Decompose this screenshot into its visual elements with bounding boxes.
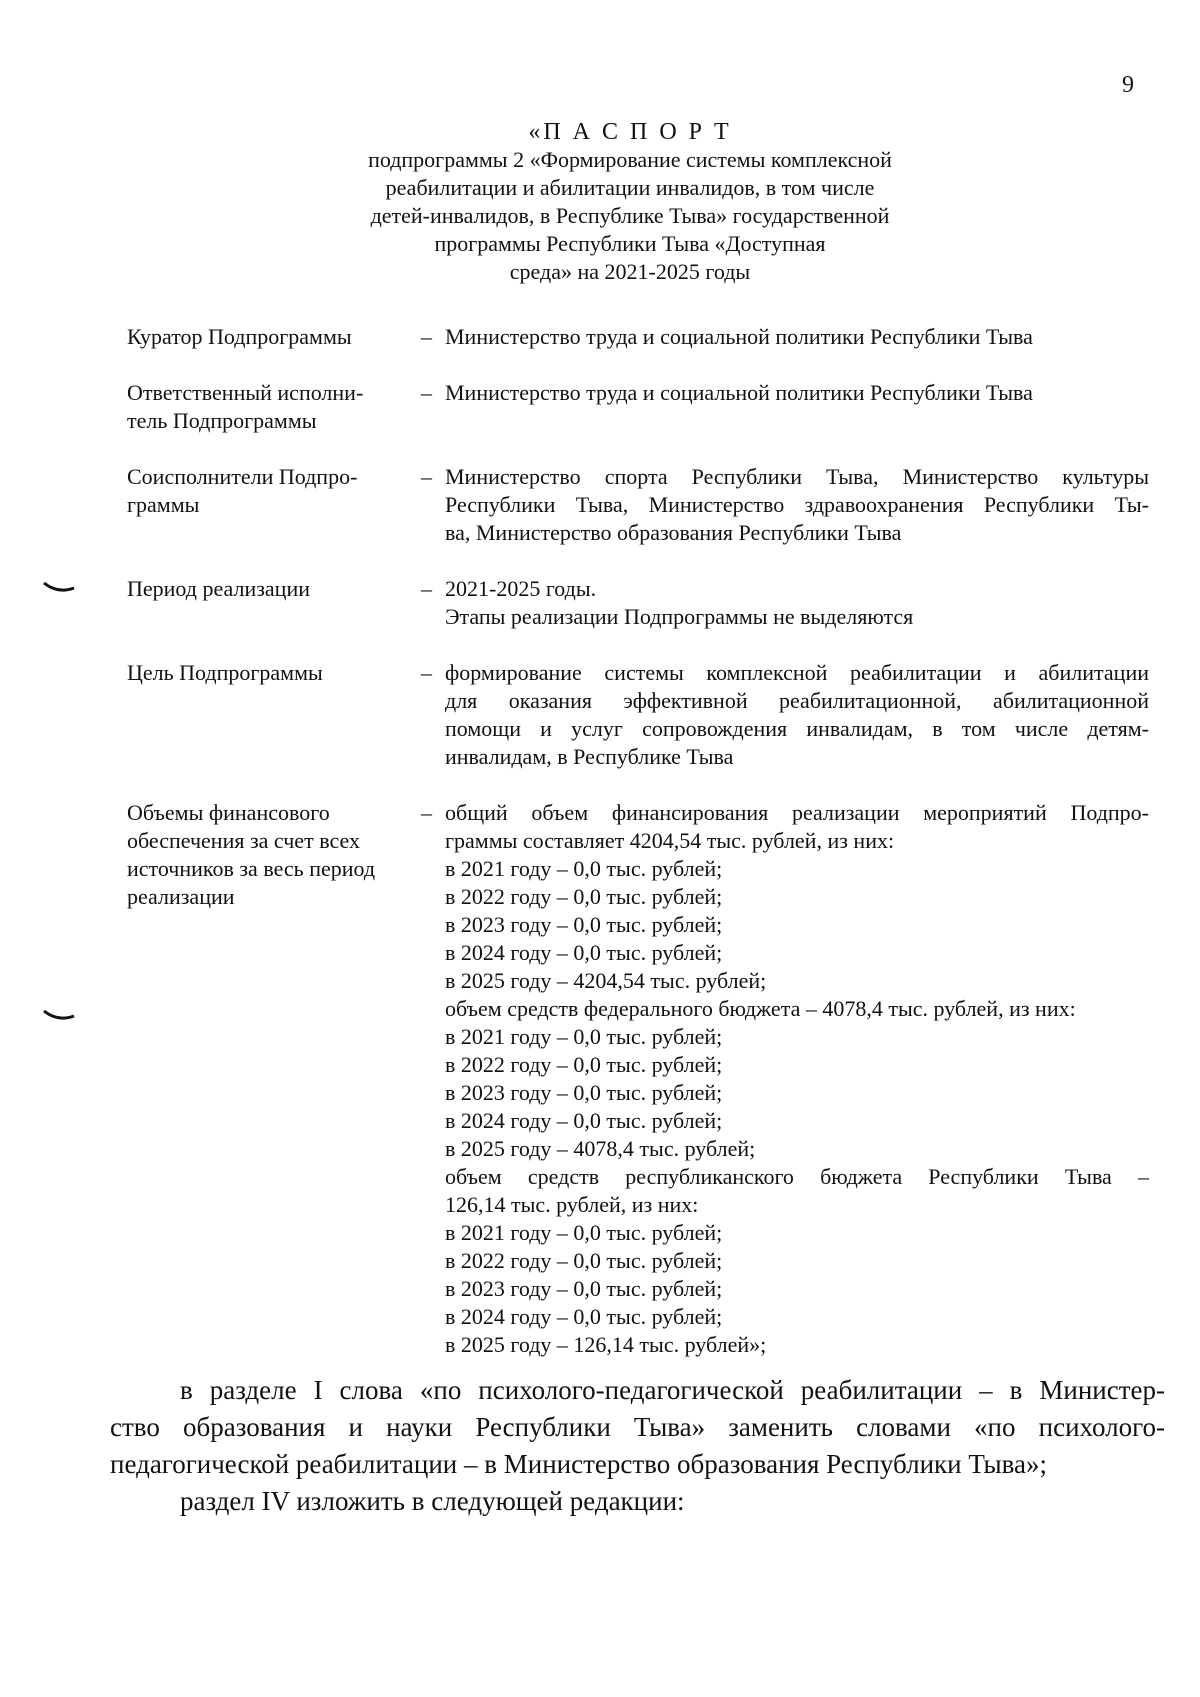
row-dash: – (421, 324, 432, 349)
row-label (127, 463, 417, 547)
passport-row (127, 659, 1164, 771)
heading-line: реабилитации и абилитации инвалидов, в том числе (385, 175, 875, 200)
row-value-line: в 2023 году – 0,0 тыс. рублей; (445, 1080, 723, 1105)
heading-line: подпрограммы 2 «Формирование системы комплексной (368, 147, 892, 172)
row-value-line: в 2023 году – 0,0 тыс. рублей; (445, 912, 723, 937)
row-value-line: в 2025 году – 4204,54 тыс. рублей; (445, 968, 767, 993)
row-label-line: Период реализации (127, 576, 311, 601)
row-dash: – (421, 660, 432, 685)
row-value-line: в 2022 году – 0,0 тыс. рублей; (445, 884, 723, 909)
passport-row (127, 575, 1164, 631)
passport-title: «П А С П О Р Т (528, 119, 732, 145)
paragraph-line: педагогической реабилитации – в Министерство образования Республики Тыва»; (110, 1449, 1048, 1479)
scan-mark-icon (42, 1008, 76, 1022)
row-value-line: в 2023 году – 0,0 тыс. рублей; (445, 1276, 723, 1301)
amendment-paragraph-2: раздел IV изложить в следующей редакции: (180, 1486, 685, 1516)
row-label-line: источников за весь период (127, 856, 376, 881)
row-label (127, 659, 417, 771)
passport-row (127, 379, 1164, 435)
row-value-line: общий объем финансирования реализации мероприятий Подпро- (445, 800, 1149, 825)
row-value-line: Министерство труда и социальной политики Республики Тыва (445, 380, 1033, 405)
row-value (445, 463, 1149, 547)
row-label (127, 575, 417, 631)
paragraph-line: в разделе I слова «по психолого-педагогической реабилитации – в Министер- (180, 1375, 1165, 1405)
row-dash: – (421, 380, 432, 405)
row-value (445, 575, 1149, 631)
amendment-text (110, 1372, 1165, 1520)
row-value-line: в 2022 году – 0,0 тыс. рублей; (445, 1052, 723, 1077)
passport-row (127, 799, 1164, 1359)
heading-line: детей-инвалидов, в Республике Тыва» государственной (370, 203, 890, 228)
row-value-line: инвалидам, в Республике Тыва (445, 744, 734, 769)
passport-row (127, 323, 1164, 351)
scan-mark-icon (42, 580, 76, 594)
row-value-line: в 2022 году – 0,0 тыс. рублей; (445, 1248, 723, 1273)
passport-table (127, 323, 1164, 1387)
row-value-line: 2021-2025 годы. (445, 576, 597, 601)
paragraph-line: ство образования и науки Республики Тыва» заменить словами «по психолого- (110, 1412, 1165, 1442)
row-value-line: в 2024 году – 0,0 тыс. рублей; (445, 1304, 723, 1329)
row-value-line: в 2021 году – 0,0 тыс. рублей; (445, 856, 723, 881)
row-value (445, 379, 1149, 435)
heading-line: среда» на 2021-2025 годы (509, 259, 751, 284)
row-value-line: граммы составляет 4204,54 тыс. рублей, из них: (445, 828, 895, 853)
row-value-line: в 2021 году – 0,0 тыс. рублей; (445, 1024, 723, 1049)
row-value-line: в 2025 году – 4078,4 тыс. рублей; (445, 1136, 756, 1161)
row-value (445, 323, 1149, 351)
row-label-line: граммы (127, 492, 200, 517)
row-label (127, 799, 417, 1359)
row-value-line: в 2024 году – 0,0 тыс. рублей; (445, 940, 723, 965)
row-value-line: формирование системы комплексной реабилитации и абилитации (445, 660, 1149, 685)
row-value-line: объем средств республиканского бюджета Республики Тыва – (445, 1164, 1149, 1189)
row-value-line: Министерство труда и социальной политики Республики Тыва (445, 324, 1033, 349)
page-number: 9 (1122, 72, 1134, 98)
row-label-line: Объемы финансового (127, 800, 330, 825)
row-value-line: в 2024 году – 0,0 тыс. рублей; (445, 1108, 723, 1133)
row-label-line: реализации (127, 884, 235, 909)
row-value-line: 126,14 тыс. рублей, из них: (445, 1192, 699, 1217)
amendment-paragraph-1 (110, 1372, 1165, 1483)
row-value-line: Этапы реализации Подпрограммы не выделяются (445, 604, 914, 629)
row-value-line: в 2021 году – 0,0 тыс. рублей; (445, 1220, 723, 1245)
row-value (445, 799, 1149, 1359)
passport-row (127, 463, 1164, 547)
row-value-line: помощи и услуг сопровождения инвалидам, в том числе детям- (445, 716, 1149, 741)
row-label-line: Соисполнители Подпро- (127, 464, 358, 489)
row-dash: – (421, 464, 432, 489)
passport-heading (300, 118, 960, 286)
row-value-line: в 2025 году – 126,14 тыс. рублей»; (445, 1332, 767, 1357)
row-label-line: обеспечения за счет всех (127, 828, 360, 853)
row-value-line: объем средств федерального бюджета – 4078,4 тыс. рублей, из них: (445, 996, 1076, 1021)
heading-line: программы Республики Тыва «Доступная (434, 231, 826, 256)
row-dash: – (421, 800, 432, 825)
row-label-line: Цель Подпрограммы (127, 660, 323, 685)
row-label (127, 379, 417, 435)
row-label-line: Ответственный исполни- (127, 380, 364, 405)
row-value-line: Министерство спорта Республики Тыва, Министерство культуры (445, 464, 1149, 489)
row-value (445, 659, 1149, 771)
row-dash: – (421, 576, 432, 601)
row-label (127, 323, 417, 351)
row-label-line: Куратор Подпрограммы (127, 324, 352, 349)
row-value-line: для оказания эффективной реабилитационной, абилитационной (445, 688, 1149, 713)
row-value-line: ва, Министерство образования Республики Тыва (445, 520, 902, 545)
row-label-line: тель Подпрограммы (127, 408, 317, 433)
row-value-line: Республики Тыва, Министерство здравоохранения Республики Ты- (445, 492, 1149, 517)
